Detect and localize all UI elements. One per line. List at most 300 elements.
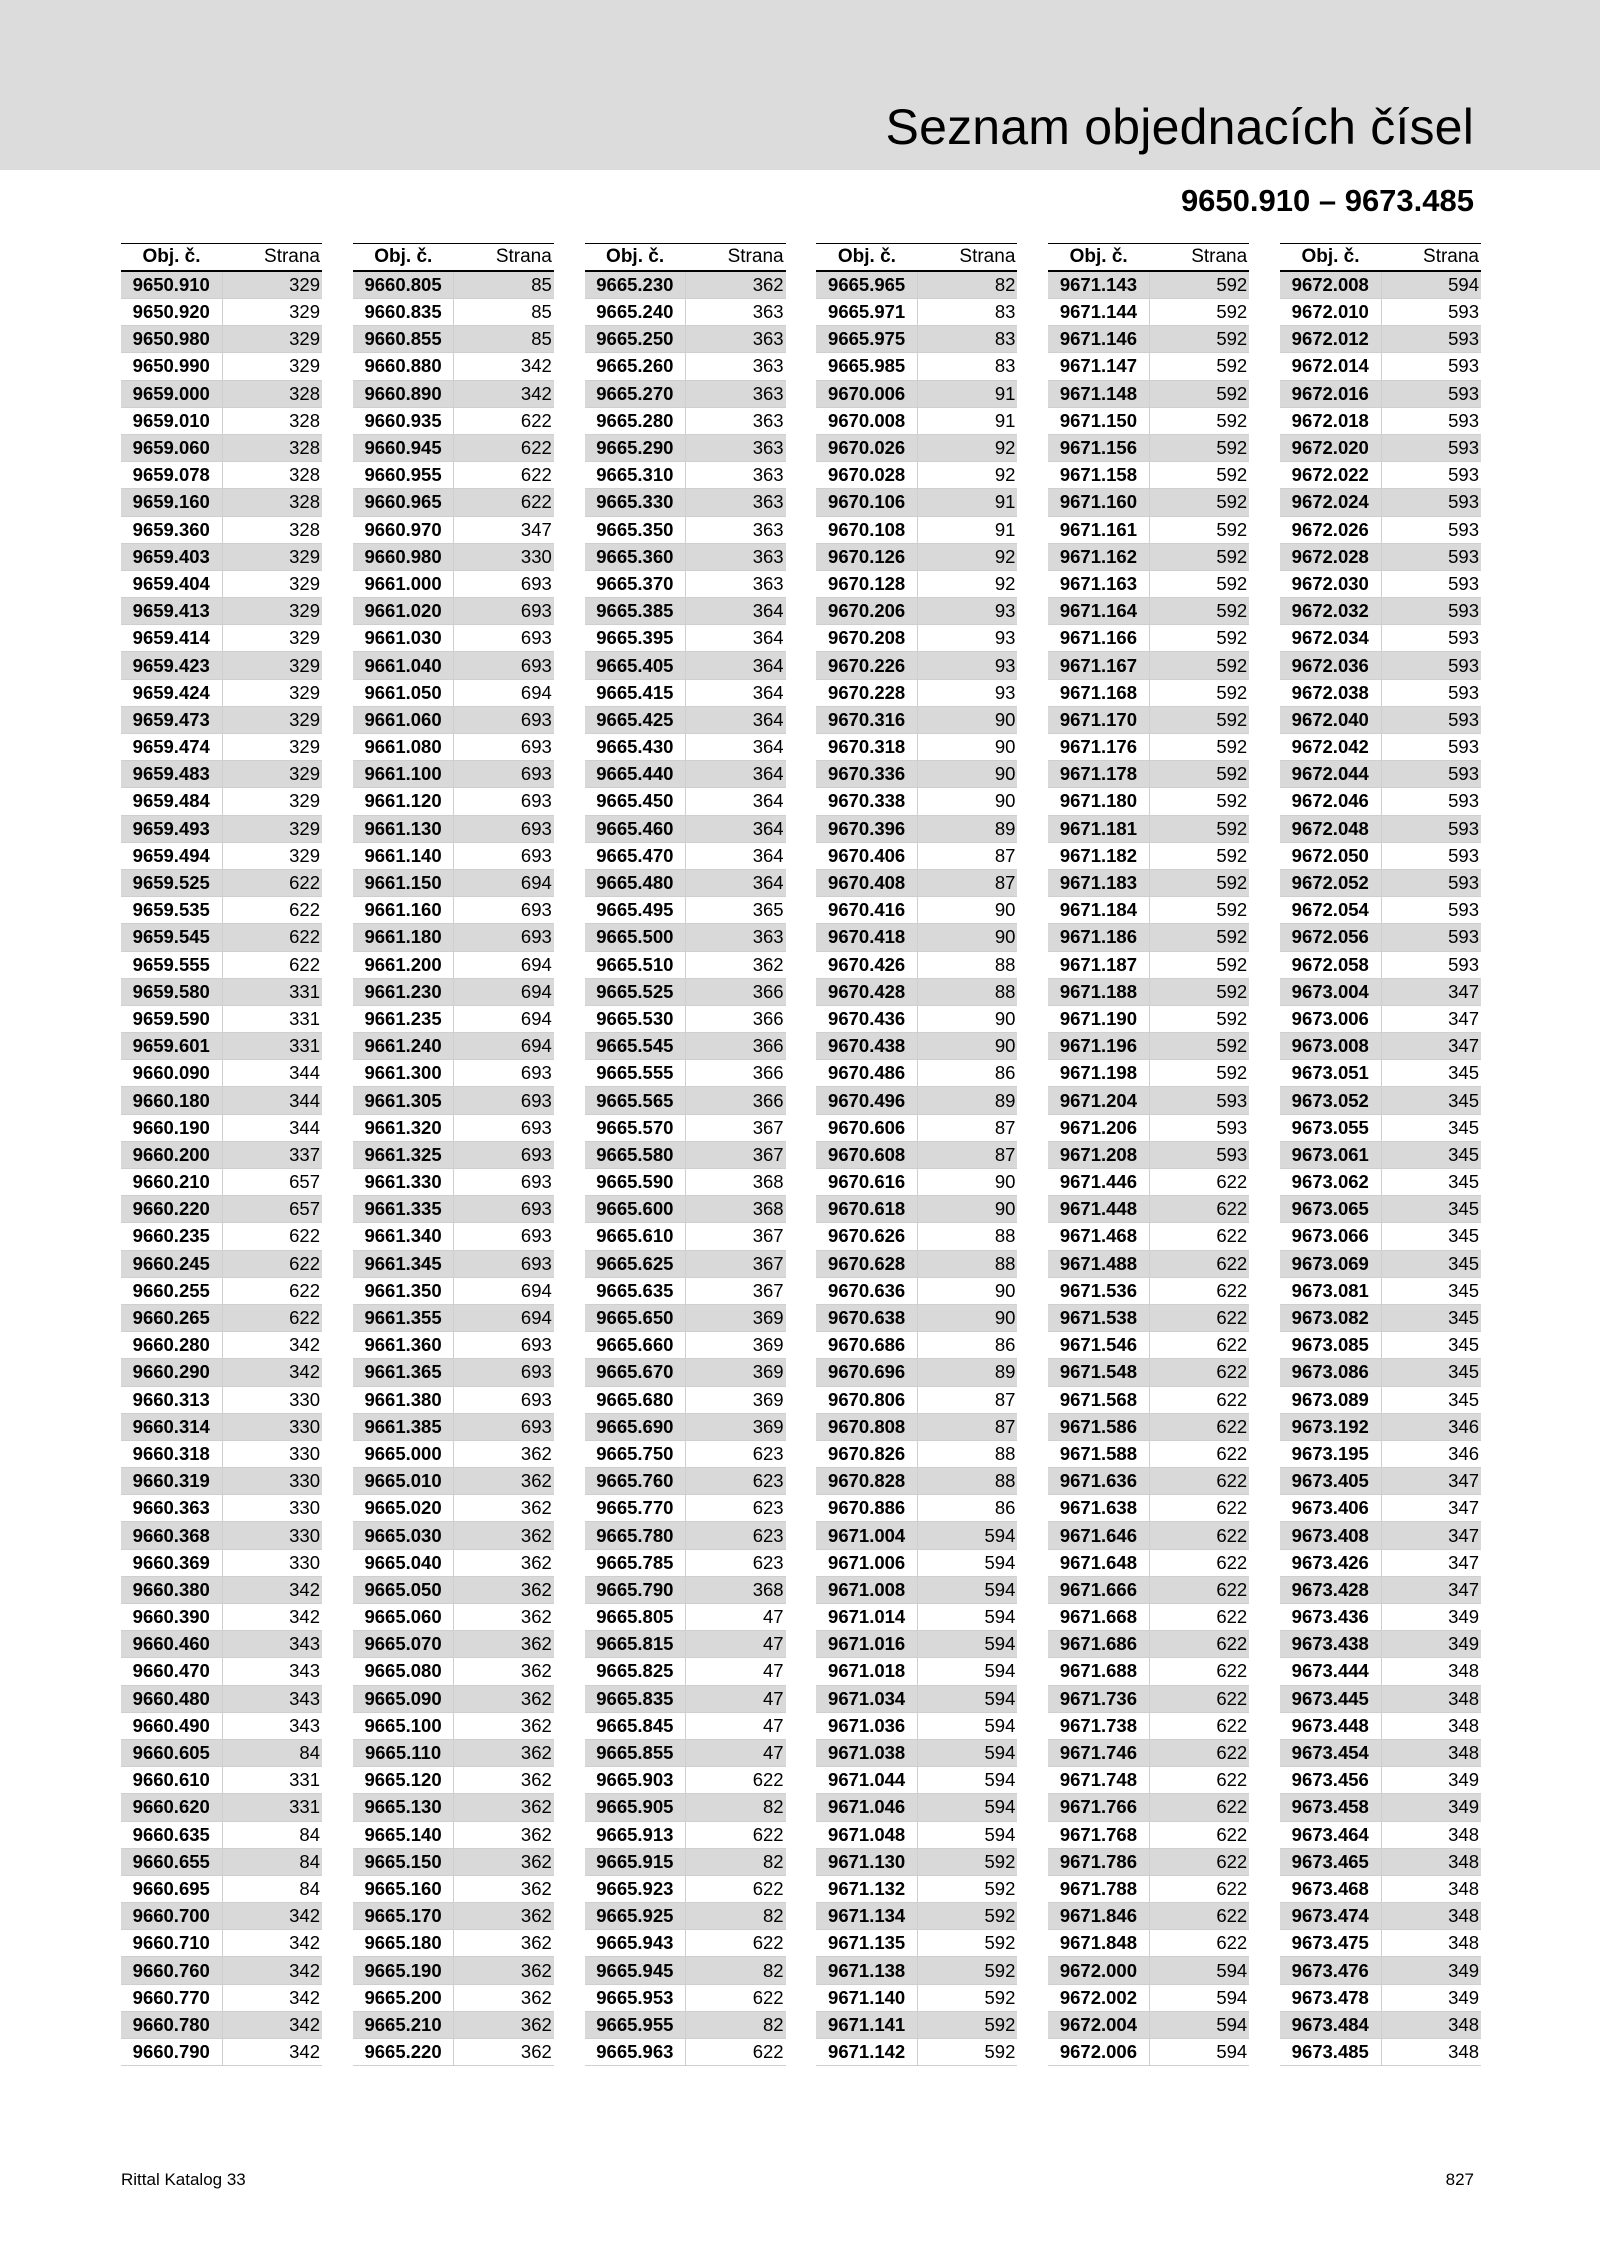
table-row — [585, 978, 786, 1005]
table-row — [353, 516, 554, 543]
table-row — [585, 1794, 786, 1821]
table-row — [1048, 489, 1249, 516]
order-number: 9672.040 — [1280, 706, 1381, 733]
page-reference: 349 — [1381, 1604, 1481, 1631]
page-reference: 82 — [686, 1794, 786, 1821]
table-row — [353, 1440, 554, 1467]
page-reference: 622 — [1149, 1712, 1249, 1739]
table-row — [816, 1848, 1017, 1875]
order-number: 9665.750 — [585, 1440, 686, 1467]
table-row — [121, 1903, 322, 1930]
page-reference: 347 — [454, 516, 554, 543]
page-reference: 693 — [454, 1332, 554, 1359]
page-reference: 84 — [222, 1875, 322, 1902]
page-reference: 328 — [222, 489, 322, 516]
table-row — [585, 1169, 786, 1196]
page-reference: 363 — [686, 516, 786, 543]
order-number: 9660.635 — [121, 1821, 222, 1848]
table-row — [1048, 1631, 1249, 1658]
index-column-5 — [1048, 243, 1247, 2066]
page-reference: 593 — [1149, 1141, 1249, 1168]
table-row — [121, 1848, 322, 1875]
page-reference: 693 — [454, 897, 554, 924]
page-reference: 366 — [686, 1005, 786, 1032]
order-number: 9671.768 — [1048, 1821, 1149, 1848]
order-number: 9660.935 — [353, 407, 454, 434]
table-row — [816, 1549, 1017, 1576]
page-reference: 362 — [454, 1685, 554, 1712]
order-number: 9671.014 — [816, 1604, 917, 1631]
table-row — [1048, 1984, 1249, 2011]
page-reference: 91 — [917, 380, 1017, 407]
page-reference: 592 — [1149, 462, 1249, 489]
page-reference: 362 — [454, 1957, 554, 1984]
order-number: 9661.150 — [353, 869, 454, 896]
order-number: 9671.188 — [1048, 978, 1149, 1005]
order-number: 9671.044 — [816, 1767, 917, 1794]
table-row — [816, 1767, 1017, 1794]
order-number: 9673.008 — [1280, 1033, 1381, 1060]
table-row — [1280, 407, 1481, 434]
order-number: 9673.454 — [1280, 1739, 1381, 1766]
table-row — [585, 1250, 786, 1277]
page-reference: 348 — [1381, 1685, 1481, 1712]
page-reference: 330 — [222, 1440, 322, 1467]
table-row — [816, 1087, 1017, 1114]
page-reference: 594 — [917, 1658, 1017, 1685]
page-reference: 593 — [1381, 734, 1481, 761]
page-reference: 337 — [222, 1141, 322, 1168]
table-row — [1280, 1685, 1481, 1712]
table-row — [121, 924, 322, 951]
order-number: 9661.345 — [353, 1250, 454, 1277]
order-number: 9660.610 — [121, 1767, 222, 1794]
table-row — [1048, 1141, 1249, 1168]
table-row — [1048, 1114, 1249, 1141]
order-number: 9665.120 — [353, 1767, 454, 1794]
order-number: 9670.618 — [816, 1196, 917, 1223]
table-row — [121, 407, 322, 434]
table-row — [353, 543, 554, 570]
index-table — [353, 243, 554, 2066]
page-reference: 362 — [454, 1522, 554, 1549]
order-number: 9665.610 — [585, 1223, 686, 1250]
page-reference: 82 — [686, 1957, 786, 1984]
order-number: 9661.350 — [353, 1277, 454, 1304]
page-reference: 86 — [917, 1332, 1017, 1359]
table-row — [816, 1332, 1017, 1359]
page-reference: 366 — [686, 978, 786, 1005]
order-number: 9665.495 — [585, 897, 686, 924]
order-number: 9670.496 — [816, 1087, 917, 1114]
table-row — [816, 924, 1017, 951]
table-row — [1048, 761, 1249, 788]
page-reference: 593 — [1381, 380, 1481, 407]
page-reference: 622 — [1149, 1576, 1249, 1603]
order-number: 9671.198 — [1048, 1060, 1149, 1087]
table-row — [353, 1712, 554, 1739]
order-number: 9665.760 — [585, 1468, 686, 1495]
order-number: 9673.006 — [1280, 1005, 1381, 1032]
page-reference: 330 — [222, 1413, 322, 1440]
order-number: 9671.536 — [1048, 1277, 1149, 1304]
table-row — [1048, 1223, 1249, 1250]
table-row — [816, 1196, 1017, 1223]
page-reference: 593 — [1381, 516, 1481, 543]
table-row — [1048, 706, 1249, 733]
order-number: 9660.945 — [353, 434, 454, 461]
table-row — [353, 869, 554, 896]
table-row — [1280, 1440, 1481, 1467]
page-reference: 329 — [222, 842, 322, 869]
table-row — [121, 652, 322, 679]
table-row — [585, 706, 786, 733]
order-number: 9671.006 — [816, 1549, 917, 1576]
page-reference: 693 — [454, 1060, 554, 1087]
order-number: 9665.985 — [816, 353, 917, 380]
order-number: 9661.200 — [353, 951, 454, 978]
order-number: 9670.006 — [816, 380, 917, 407]
order-number: 9661.130 — [353, 815, 454, 842]
table-row — [585, 1576, 786, 1603]
page-reference: 593 — [1381, 815, 1481, 842]
table-row — [1280, 951, 1481, 978]
page-reference: 362 — [454, 1604, 554, 1631]
table-row — [1048, 1413, 1249, 1440]
table-row — [353, 1169, 554, 1196]
order-number: 9672.004 — [1048, 2011, 1149, 2038]
table-row — [1280, 598, 1481, 625]
table-row — [1048, 869, 1249, 896]
page-reference: 362 — [454, 1794, 554, 1821]
table-row — [816, 1005, 1017, 1032]
table-row — [1280, 652, 1481, 679]
order-number: 9661.330 — [353, 1169, 454, 1196]
page-reference: 345 — [1381, 1359, 1481, 1386]
page-reference: 594 — [917, 1576, 1017, 1603]
table-row — [816, 1495, 1017, 1522]
table-row — [816, 734, 1017, 761]
order-number: 9673.051 — [1280, 1060, 1381, 1087]
order-number: 9659.414 — [121, 625, 222, 652]
table-row — [121, 1794, 322, 1821]
page-reference: 342 — [222, 2011, 322, 2038]
table-row — [816, 299, 1017, 326]
order-number: 9672.016 — [1280, 380, 1381, 407]
page-reference: 92 — [917, 543, 1017, 570]
table-row — [1280, 1033, 1481, 1060]
table-row — [1048, 598, 1249, 625]
order-number: 9670.408 — [816, 869, 917, 896]
page-reference: 363 — [686, 353, 786, 380]
column-header-page: Strana — [454, 244, 554, 272]
order-number: 9660.090 — [121, 1060, 222, 1087]
order-number: 9673.408 — [1280, 1522, 1381, 1549]
table-row — [1280, 761, 1481, 788]
page-reference: 592 — [1149, 788, 1249, 815]
order-number: 9673.069 — [1280, 1250, 1381, 1277]
order-number: 9671.183 — [1048, 869, 1149, 896]
order-number: 9672.008 — [1280, 271, 1381, 299]
table-row — [1280, 924, 1481, 951]
page-reference: 349 — [1381, 1957, 1481, 1984]
order-number: 9660.210 — [121, 1169, 222, 1196]
table-row — [585, 951, 786, 978]
page-reference: 93 — [917, 652, 1017, 679]
table-row — [1280, 1277, 1481, 1304]
table-row — [585, 734, 786, 761]
order-number: 9671.141 — [816, 2011, 917, 2038]
order-number: 9660.655 — [121, 1848, 222, 1875]
index-table — [585, 243, 786, 2066]
order-number: 9671.150 — [1048, 407, 1149, 434]
footer-page-number: 827 — [1445, 2170, 1474, 2189]
page-reference: 592 — [1149, 299, 1249, 326]
order-number: 9672.026 — [1280, 516, 1381, 543]
table-row — [353, 1223, 554, 1250]
order-number: 9671.638 — [1048, 1495, 1149, 1522]
page-reference: 594 — [917, 1685, 1017, 1712]
table-row — [121, 1468, 322, 1495]
page-reference: 594 — [917, 1712, 1017, 1739]
page-reference: 364 — [686, 842, 786, 869]
order-number: 9665.190 — [353, 1957, 454, 1984]
order-number: 9671.156 — [1048, 434, 1149, 461]
page-reference: 93 — [917, 598, 1017, 625]
table-row — [585, 1277, 786, 1304]
order-number: 9673.052 — [1280, 1087, 1381, 1114]
page-reference: 88 — [917, 951, 1017, 978]
order-number: 9665.200 — [353, 1984, 454, 2011]
order-number: 9672.006 — [1048, 2039, 1149, 2066]
order-number: 9673.445 — [1280, 1685, 1381, 1712]
order-number: 9673.081 — [1280, 1277, 1381, 1304]
page-reference: 367 — [686, 1141, 786, 1168]
order-number: 9661.080 — [353, 734, 454, 761]
table-row — [121, 1549, 322, 1576]
page-reference: 622 — [454, 462, 554, 489]
page-reference: 90 — [917, 1277, 1017, 1304]
page-reference: 90 — [917, 1169, 1017, 1196]
order-number: 9665.903 — [585, 1767, 686, 1794]
page-reference: 367 — [686, 1114, 786, 1141]
order-number: 9661.365 — [353, 1359, 454, 1386]
order-number: 9661.030 — [353, 625, 454, 652]
page-reference: 342 — [222, 1957, 322, 1984]
table-row — [121, 679, 322, 706]
page-reference: 92 — [917, 570, 1017, 597]
page-reference: 330 — [222, 1495, 322, 1522]
order-number: 9660.235 — [121, 1223, 222, 1250]
order-number: 9671.142 — [816, 2039, 917, 2066]
table-row — [585, 1930, 786, 1957]
order-number: 9672.012 — [1280, 326, 1381, 353]
order-number: 9671.546 — [1048, 1332, 1149, 1359]
order-number: 9665.480 — [585, 869, 686, 896]
page-reference: 693 — [454, 1386, 554, 1413]
page-reference: 330 — [222, 1522, 322, 1549]
table-row — [816, 1522, 1017, 1549]
page-reference: 348 — [1381, 1848, 1481, 1875]
page-reference: 693 — [454, 706, 554, 733]
table-row — [353, 489, 554, 516]
order-number: 9665.570 — [585, 1114, 686, 1141]
table-row — [121, 1495, 322, 1522]
order-number: 9673.476 — [1280, 1957, 1381, 1984]
order-number: 9672.022 — [1280, 462, 1381, 489]
table-row — [1280, 815, 1481, 842]
table-row — [1280, 1413, 1481, 1440]
page-reference: 345 — [1381, 1332, 1481, 1359]
order-number: 9673.484 — [1280, 2011, 1381, 2038]
order-number: 9672.028 — [1280, 543, 1381, 570]
page-reference: 369 — [686, 1386, 786, 1413]
order-number: 9661.380 — [353, 1386, 454, 1413]
table-row — [1048, 1196, 1249, 1223]
order-number: 9671.160 — [1048, 489, 1149, 516]
page-reference: 622 — [1149, 1794, 1249, 1821]
page-reference: 47 — [686, 1685, 786, 1712]
order-number: 9670.808 — [816, 1413, 917, 1440]
page-reference: 592 — [1149, 978, 1249, 1005]
page-reference: 693 — [454, 788, 554, 815]
order-number: 9665.110 — [353, 1739, 454, 1766]
page-reference: 87 — [917, 1141, 1017, 1168]
page-reference: 47 — [686, 1712, 786, 1739]
table-row — [1280, 1005, 1481, 1032]
order-number: 9671.138 — [816, 1957, 917, 1984]
table-row — [585, 543, 786, 570]
order-number: 9661.000 — [353, 570, 454, 597]
table-row — [1048, 1386, 1249, 1413]
order-number: 9673.438 — [1280, 1631, 1381, 1658]
order-number: 9665.690 — [585, 1413, 686, 1440]
table-row — [585, 1440, 786, 1467]
table-row — [585, 326, 786, 353]
page-reference: 693 — [454, 598, 554, 625]
page-reference: 345 — [1381, 1196, 1481, 1223]
table-row — [1280, 1576, 1481, 1603]
index-column-4 — [816, 243, 1015, 2066]
table-row — [1048, 1576, 1249, 1603]
order-number: 9670.318 — [816, 734, 917, 761]
order-number: 9671.046 — [816, 1794, 917, 1821]
order-number: 9661.355 — [353, 1304, 454, 1331]
table-row — [816, 652, 1017, 679]
page-reference: 593 — [1149, 1114, 1249, 1141]
page-reference: 90 — [917, 1196, 1017, 1223]
table-row — [1280, 842, 1481, 869]
order-number: 9671.488 — [1048, 1250, 1149, 1277]
page-reference: 368 — [686, 1576, 786, 1603]
page-reference: 362 — [454, 1848, 554, 1875]
order-number: 9659.413 — [121, 598, 222, 625]
table-row — [121, 1141, 322, 1168]
order-number: 9665.925 — [585, 1903, 686, 1930]
table-row — [816, 897, 1017, 924]
page-reference: 90 — [917, 706, 1017, 733]
order-number: 9673.192 — [1280, 1413, 1381, 1440]
table-row — [1048, 951, 1249, 978]
table-row — [1048, 1658, 1249, 1685]
page-reference: 622 — [1149, 1495, 1249, 1522]
table-row — [1280, 380, 1481, 407]
page-reference: 592 — [1149, 706, 1249, 733]
page-reference: 364 — [686, 761, 786, 788]
page-reference: 369 — [686, 1413, 786, 1440]
table-row — [1048, 788, 1249, 815]
order-number: 9670.396 — [816, 815, 917, 842]
order-number: 9673.405 — [1280, 1468, 1381, 1495]
order-number: 9673.456 — [1280, 1767, 1381, 1794]
table-row — [585, 353, 786, 380]
table-row — [816, 1604, 1017, 1631]
page-reference: 344 — [222, 1060, 322, 1087]
table-row — [1048, 978, 1249, 1005]
order-number: 9671.848 — [1048, 1930, 1149, 1957]
table-row — [1280, 1658, 1481, 1685]
table-row — [1048, 407, 1249, 434]
order-number: 9665.545 — [585, 1033, 686, 1060]
order-number: 9661.325 — [353, 1141, 454, 1168]
table-row — [121, 1304, 322, 1331]
order-number: 9673.055 — [1280, 1114, 1381, 1141]
table-row — [1280, 1794, 1481, 1821]
table-row — [121, 1087, 322, 1114]
order-number: 9659.060 — [121, 434, 222, 461]
index-column-1 — [121, 243, 320, 2066]
order-number: 9671.636 — [1048, 1468, 1149, 1495]
page-reference: 345 — [1381, 1114, 1481, 1141]
table-row — [816, 951, 1017, 978]
page-reference: 622 — [1149, 1658, 1249, 1685]
page-reference: 592 — [1149, 598, 1249, 625]
table-row — [353, 1468, 554, 1495]
page-reference: 693 — [454, 570, 554, 597]
order-number: 9661.300 — [353, 1060, 454, 1087]
table-row — [585, 1712, 786, 1739]
order-number: 9665.040 — [353, 1549, 454, 1576]
page-reference: 693 — [454, 815, 554, 842]
table-row — [816, 1875, 1017, 1902]
order-number: 9661.385 — [353, 1413, 454, 1440]
table-row — [1280, 1522, 1481, 1549]
page-reference: 362 — [454, 1631, 554, 1658]
page-reference: 90 — [917, 924, 1017, 951]
order-number: 9670.686 — [816, 1332, 917, 1359]
page-reference: 362 — [454, 1658, 554, 1685]
page-reference: 82 — [686, 2011, 786, 2038]
page-reference: 345 — [1381, 1087, 1481, 1114]
table-row — [353, 1087, 554, 1114]
page-reference: 365 — [686, 897, 786, 924]
table-row — [353, 1794, 554, 1821]
order-number: 9665.975 — [816, 326, 917, 353]
table-row — [1048, 1930, 1249, 1957]
page-reference: 84 — [222, 1821, 322, 1848]
order-number: 9671.140 — [816, 1984, 917, 2011]
table-row — [585, 2039, 786, 2066]
order-number: 9671.182 — [1048, 842, 1149, 869]
order-number: 9665.050 — [353, 1576, 454, 1603]
page-reference: 622 — [1149, 1604, 1249, 1631]
order-number: 9660.220 — [121, 1196, 222, 1223]
order-number: 9650.990 — [121, 353, 222, 380]
page-reference: 328 — [222, 407, 322, 434]
table-row — [1280, 1631, 1481, 1658]
page-reference: 329 — [222, 353, 322, 380]
order-number: 9671.166 — [1048, 625, 1149, 652]
